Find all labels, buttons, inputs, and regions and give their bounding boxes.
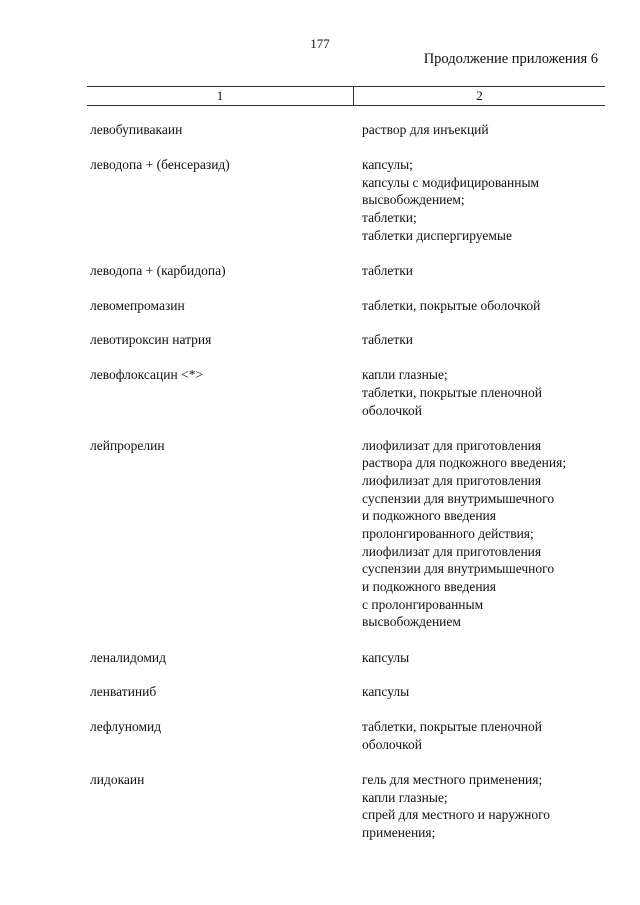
- dosage-forms: [362, 297, 540, 315]
- dosage-forms: [362, 121, 489, 139]
- dosage-form-line: спрей для местного и наружного: [362, 807, 551, 823]
- dosage-form-line: таблетки: [362, 332, 414, 348]
- dosage-form-line: применения;: [362, 824, 436, 840]
- dosage-form-line: высвобождением;: [362, 192, 465, 208]
- dosage-forms: [362, 649, 409, 667]
- dosage-form-line: капли глазные;: [362, 789, 448, 805]
- dosage-form-line: лиофилизат для приготовления: [362, 472, 542, 488]
- dosage-form-line: лиофилизат для приготовления: [362, 437, 542, 453]
- dosage-form-line: оболочкой: [362, 736, 422, 752]
- dosage-form-line: капли глазные;: [362, 367, 448, 383]
- column-2-header: 2: [476, 88, 483, 103]
- dosage-forms: [362, 683, 409, 701]
- drug-name: лефлуномид: [90, 719, 162, 735]
- dosage-forms: [362, 771, 550, 842]
- dosage-form-line: таблетки, покрытые пленочной: [362, 384, 543, 400]
- dosage-form-line: пролонгированного действия;: [362, 526, 534, 542]
- drug-name: лидокаин: [90, 771, 145, 787]
- dosage-form-line: капсулы;: [362, 156, 413, 172]
- dosage-form-line: и подкожного введения: [362, 508, 496, 524]
- drug-name: левотироксин натрия: [90, 332, 212, 348]
- drug-name: леводопа + (бенсеразид): [90, 156, 230, 172]
- dosage-form-line: таблетки диспергируемые: [362, 227, 512, 243]
- dosage-form-line: капсулы с модифицированным: [362, 174, 540, 190]
- dosage-form-line: капсулы: [362, 684, 410, 700]
- dosage-forms: [362, 366, 542, 419]
- dosage-forms: [362, 718, 542, 753]
- dosage-forms: [362, 331, 413, 349]
- dosage-form-line: капсулы: [362, 649, 410, 665]
- dosage-forms: [362, 437, 566, 632]
- drug-name: леводопа + (карбидопа): [90, 262, 226, 278]
- dosage-form-line: таблетки;: [362, 209, 417, 225]
- drug-name: ленватиниб: [90, 684, 157, 700]
- drug-name: левомепромазин: [90, 297, 185, 313]
- dosage-form-line: и подкожного введения: [362, 579, 496, 595]
- dosage-form-line: раствор для инъекций: [362, 122, 489, 137]
- dosage-form-line: оболочкой: [362, 402, 422, 418]
- drug-name: лейпрорелин: [90, 437, 165, 453]
- dosage-form-line: суспензии для внутримышечного: [362, 561, 555, 577]
- dosage-form-line: высвобождением: [362, 614, 461, 630]
- drug-name: левофлоксацин <*>: [90, 367, 204, 383]
- column-1-header: 1: [216, 88, 224, 103]
- dosage-form-line: таблетки, покрытые пленочной: [362, 719, 543, 735]
- dosage-form-line: лиофилизат для приготовления: [362, 543, 542, 559]
- dosage-form-line: суспензии для внутримышечного: [362, 490, 555, 506]
- dosage-form-line: с пролонгированным: [362, 596, 484, 612]
- dosage-form-line: таблетки, покрытые оболочкой: [362, 297, 541, 313]
- drug-name: леналидомид: [90, 649, 167, 665]
- dosage-form-line: раствора для подкожного введения;: [362, 455, 567, 471]
- dosage-forms: [362, 156, 539, 244]
- drug-name: левобупивакаин: [90, 122, 183, 137]
- dosage-forms: [362, 262, 413, 280]
- dosage-form-line: таблетки: [362, 262, 414, 278]
- page-number: 177: [310, 36, 330, 51]
- table-header: [87, 86, 605, 106]
- continuation-label: Продолжение приложения 6: [423, 51, 598, 67]
- dosage-form-line: гель для местного применения;: [362, 771, 543, 787]
